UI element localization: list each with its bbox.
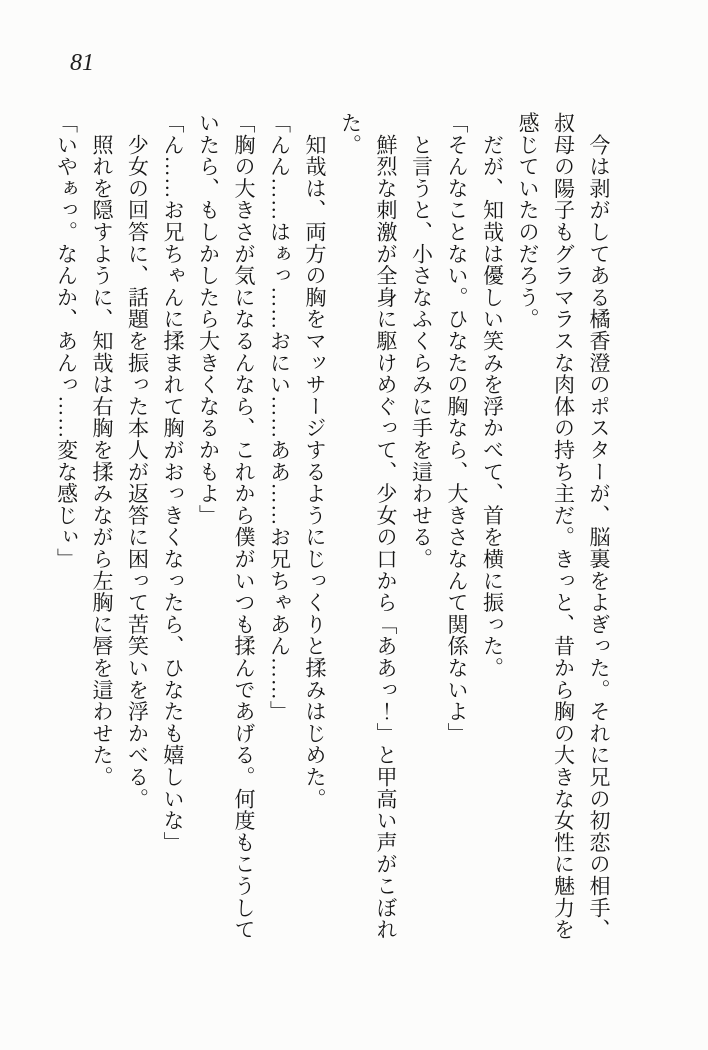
text-line-11: 「胸の大きさが気になるんなら、これから僕がいつも揉んであげる。何度もこうして	[232, 112, 256, 941]
text-line-8: た。	[338, 112, 363, 156]
text-line-12: いたら、もしかしたら大きくなるかもよ」	[196, 112, 221, 527]
body-text-block	[46, 112, 616, 954]
text-line-13: 「ん……お兄ちゃんに揉まれて胸がおっきくなったら、ひなたも嬉しいな」	[161, 112, 185, 854]
text-line-9: 知哉は、両方の胸をマッサージするようにじっくりと揉みはじめた。	[303, 112, 327, 810]
text-line-10: 「んん……はぁっ……おにい……ああ……お兄ちゃあん……」	[267, 112, 292, 723]
text-line-3: 感じていたのだろう。	[516, 112, 540, 330]
text-line-7: 鮮烈な刺激が全身に駆けめぐって、少女の口から「ああっ！」と甲高い声がこぼれ	[374, 112, 398, 941]
text-line-2: 叔母の陽子もグラマラスな肉体の持ち主だ。きっと、昔から胸の大きな女性に魅力を	[551, 112, 576, 941]
text-line-1: 今は剥がしてある橘香澄のポスターが、脳裏をよぎった。それに兄の初恋の相手、	[587, 112, 611, 941]
page-number: 81	[70, 50, 94, 76]
text-line-6: と言うと、小さなふくらみに手を這わせる。	[409, 112, 434, 570]
text-line-4: だが、知哉は優しい笑みを浮かべて、首を横に振った。	[480, 112, 505, 679]
text-line-5: 「そんなことない。ひなたの胸なら、大きさなんて関係ないよ」	[445, 112, 469, 745]
text-line-15: 照れを隠すように、知哉は右胸を揉みながら左胸に唇を這わせた。	[90, 112, 114, 788]
text-line-16: 「いやぁっ。なんか、あんっ……変な感じぃ」	[54, 112, 79, 570]
text-line-14: 少女の回答に、話題を振った本人が返答に困って苦笑いを浮かべる。	[125, 112, 150, 810]
